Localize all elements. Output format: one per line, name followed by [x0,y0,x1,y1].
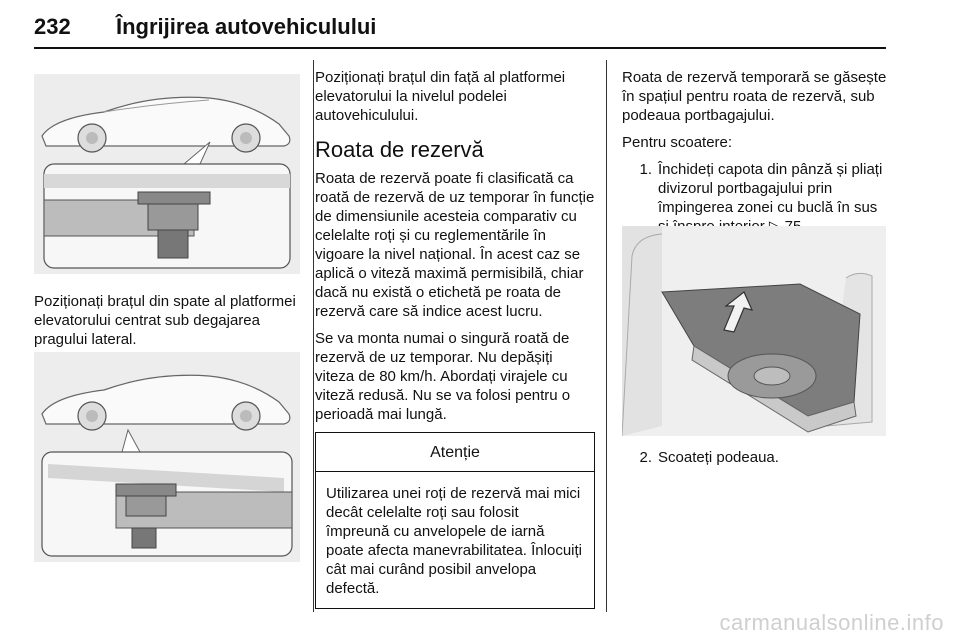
watermark: carmanualsonline.info [719,610,944,635]
column-3-text [622,68,890,244]
warning-box [315,432,595,609]
chapter-title: Îngrijirea autovehiculului [116,14,377,39]
front-arm-instruction: Poziționați brațul din față al platformei elevatorului la nivelul podelei autovehiculului. [315,69,566,124]
spare-wheel-paragraph-1: Roata de rezervă poate fi clasificată ca roată de rezervă de uz temporar în funcție de dimensiunile acesteia comparativ cu celelalte roți și cu reglementările în vigoare la nivel național. În acest caz se aplică o viteză maximă permisibilă, chiar dacă nu există o etichetă pe roata de rezervă care să indice acest lucru. [315,170,595,320]
step-text: Scoateți podeaua. [658,449,779,466]
rear-lift-arm-illustration-2 [34,352,300,562]
column-divider-2 [606,60,607,612]
removal-lead: Pentru scoatere: [622,134,733,151]
step-text: Închideți capota din pânză și pliați divizorul portbagajului prin împingerea zonei cu buclă în sus [658,160,890,236]
warning-body: Utilizarea unei roți de rezervă mai mici decât celelalte roți sau folosit împreună cu anvelopele de iarnă poate afecta manevrabilitatea. Înlocuiți cât mai curând posibil anvelopa defectă. [326,485,582,597]
step-number: 1. [639,161,652,178]
trunk-floor-illustration [622,226,886,436]
header-rule [34,47,886,49]
rear-lift-arm-illustration [34,74,300,274]
step-number: 2. [639,449,652,466]
column-1-text [34,292,304,357]
rear-arm-instruction: Poziționați brațul din spate al platformei elevatorului centrat sub degajarea pragului lateral. [34,293,296,348]
section-heading-spare-wheel: Roata de rezervă [315,137,484,162]
removal-step-2 [622,448,890,467]
warning-title: Atenție [316,433,594,472]
spare-wheel-location: Roata de rezervă temporară se găsește în spațiul pentru roata de rezervă, sub podeaua portbagajului. [622,69,887,124]
page-number: 232 [34,14,71,39]
removal-steps [622,160,890,236]
removal-steps-continued [622,448,890,467]
spare-wheel-paragraph-2: Se va monta numai o singură roată de rezervă de uz temporar. Nu depășiți viteza de 80 km/h. Abordați virajele cu viteză redusă. Nu se va folosi pentru o perioadă mai lungă. [315,330,571,423]
column-divider-1 [313,60,314,612]
column-3-text-continued [622,448,890,475]
column-2-text [315,68,595,609]
page-header [34,14,376,40]
removal-step-1 [622,160,890,236]
